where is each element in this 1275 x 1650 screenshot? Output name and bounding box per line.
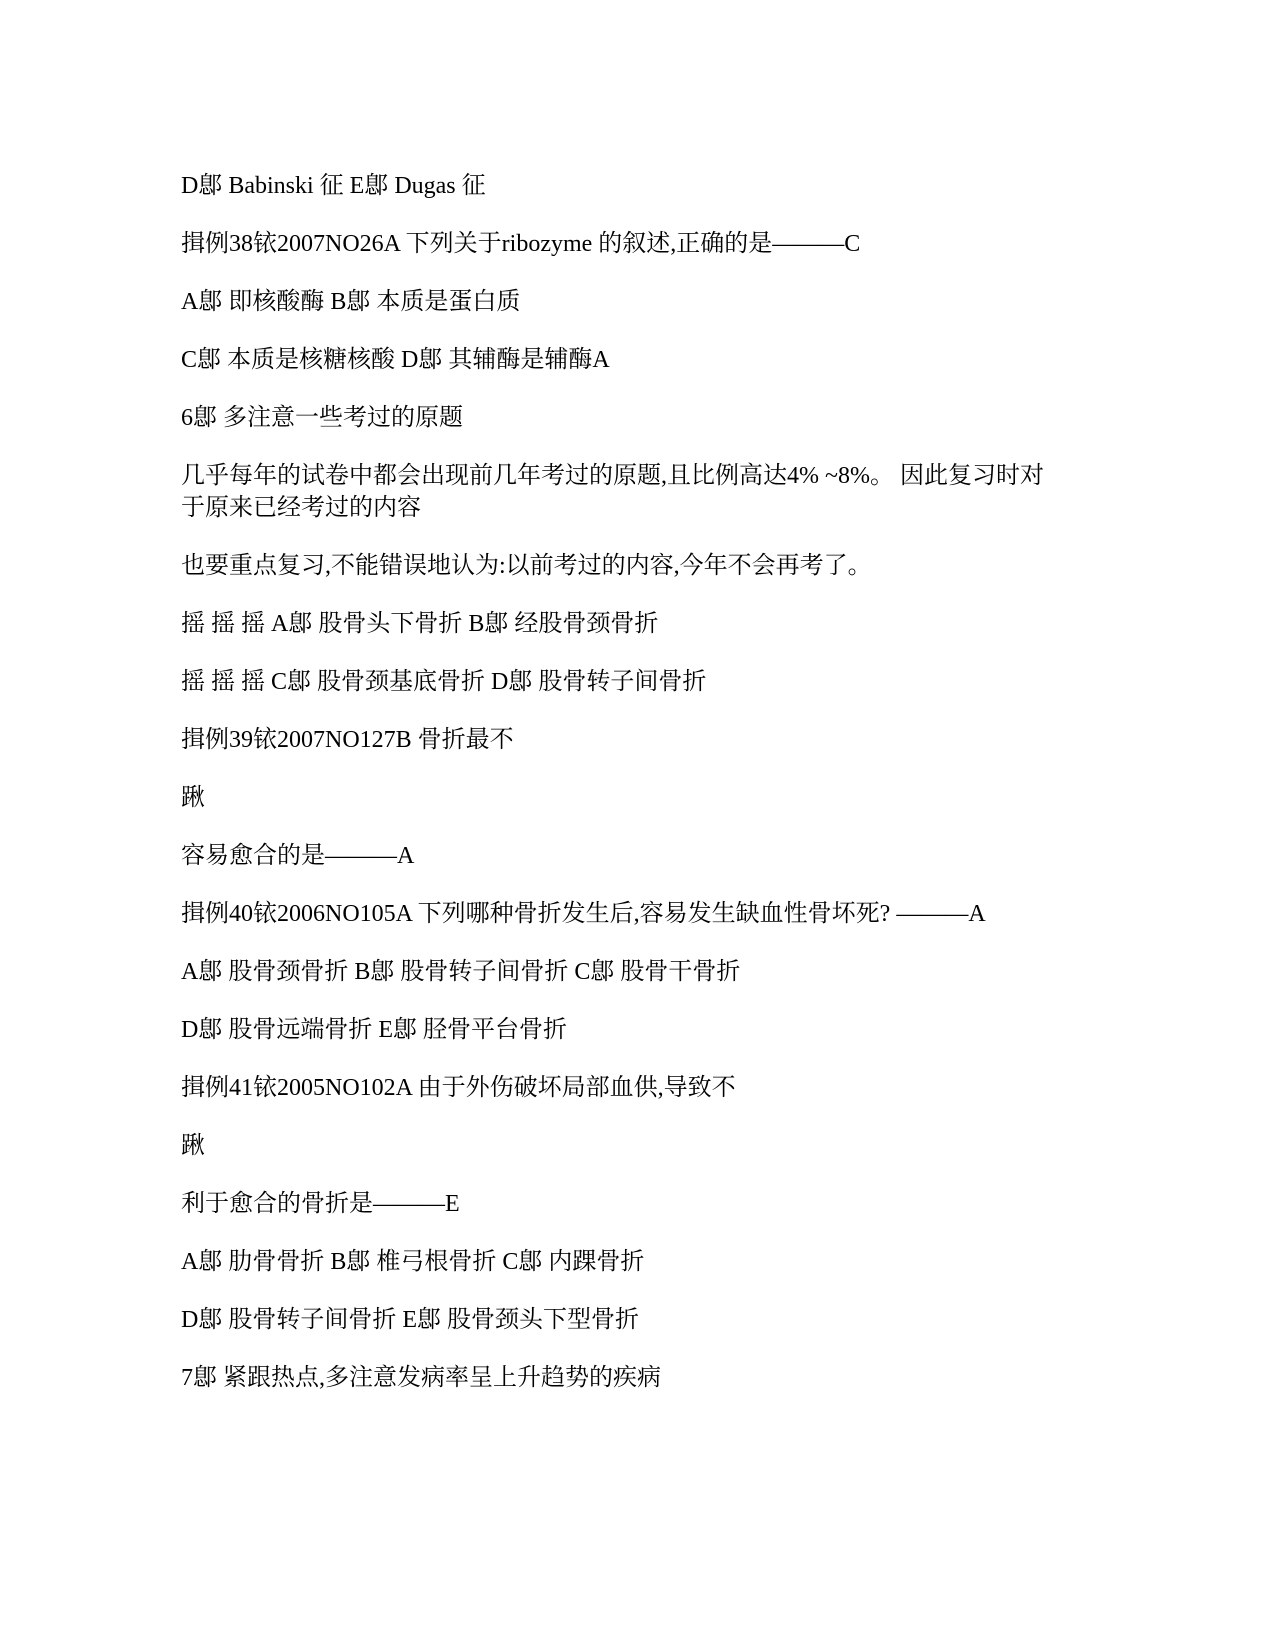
text-line: D鄎 Babinski 征 E鄎 Dugas 征	[181, 173, 486, 199]
option-line: 摇 摇 摇 A鄎 股骨头下骨折 B鄎 经股骨颈骨折	[181, 611, 659, 637]
option-line: D鄎 股骨转子间骨折 E鄎 股骨颈头下型骨折	[181, 1307, 639, 1333]
option-line: A鄎 肋骨骨折 B鄎 椎弓根骨折 C鄎 内踝骨折	[181, 1249, 645, 1275]
option-line: D鄎 股骨远端骨折 E鄎 胫骨平台骨折	[181, 1017, 567, 1043]
paragraph: 几乎每年的试卷中都会出现前几年考过的原题,且比例高达4% ~8%。 因此复习时对于原来已经考过的内容	[181, 463, 1044, 521]
question-line: 揖例39铱2007NO127B 骨折最不	[181, 727, 514, 753]
paragraph: 也要重点复习,不能错误地认为:以前考过的内容,今年不会再考了。	[181, 553, 872, 579]
option-line: A鄎 股骨颈骨折 B鄎 股骨转子间骨折 C鄎 股骨干骨折	[181, 959, 741, 985]
question-line: 揖例41铱2005NO102A 由于外伤破坏局部血供,导致不	[181, 1075, 736, 1101]
section-heading: 7鄎 紧跟热点,多注意发病率呈上升趋势的疾病	[181, 1365, 661, 1391]
option-line: A鄎 即核酸酶 B鄎 本质是蛋白质	[181, 289, 521, 315]
option-line: 摇 摇 摇 C鄎 股骨颈基底骨折 D鄎 股骨转子间骨折	[181, 669, 707, 695]
text-line: 踿	[181, 1133, 205, 1159]
question-line: 揖例40铱2006NO105A 下列哪种骨折发生后,容易发生缺血性骨坏死? ———A	[181, 901, 986, 927]
text-line: 利于愈合的骨折是———E	[181, 1191, 460, 1217]
option-line: C鄎 本质是核糖核酸 D鄎 其辅酶是辅酶A	[181, 347, 610, 373]
section-heading: 6鄎 多注意一些考过的原题	[181, 405, 463, 431]
question-line: 揖例38铱2007NO26A 下列关于ribozyme 的叙述,正确的是———C	[181, 231, 861, 257]
text-line: 容易愈合的是———A	[181, 843, 415, 869]
text-line: 踿	[181, 785, 205, 811]
